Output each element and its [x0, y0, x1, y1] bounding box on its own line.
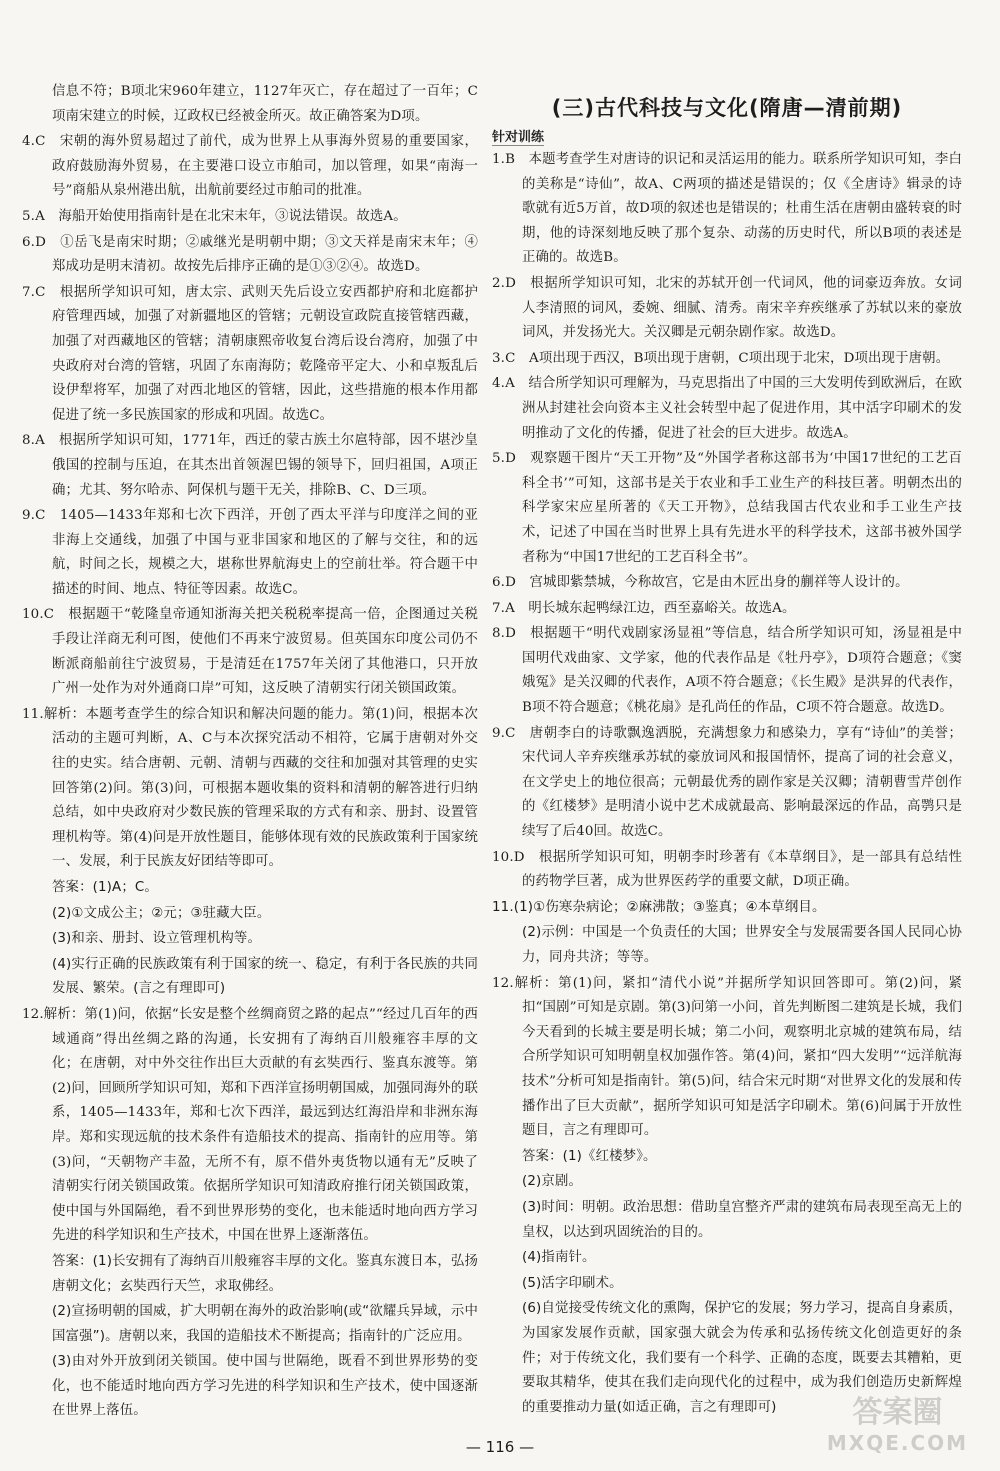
left-column: [22, 80, 478, 1425]
right-column: [492, 84, 962, 1421]
answer-paragraph: 答案：(1)《红楼梦》。: [522, 1148, 657, 1164]
answer-paragraph: 3.C A项出现于西汉，B项出现于唐朝，C项出现于北宋，D项出现于唐朝。: [492, 350, 950, 366]
answer-paragraph: 5.D 观察题干图片“天工开物”及“外国学者称这部书为‘中国17世纪的工艺百科全书’”可知，这部书是关于农业和手工业生产的科技巨著。明朝杰出的科学家宋应星所著的《天工开物》，总结我国古代农业和手工业生产技术，记述了中国在当时世界上具有先进水平的科学技术，这部书被外国学者称为“中国17世纪的工艺百科全书”。: [492, 451, 962, 565]
answer-paragraph: (2)宣扬明朝的国威，扩大明朝在海外的政治影响(或“欲耀兵异域，示中国富强”)。唐朝以来，我国的造船技术不断提高；指南针的广泛应用。: [52, 1304, 478, 1344]
answer-paragraph: (2)京剧。: [522, 1174, 583, 1190]
answer-paragraph: 8.A 根据所学知识可知，1771年，西迁的蒙古族土尔扈特部，因不堪沙皇俄国的控制与压迫，在其杰出首领渥巴锡的领导下，回归祖国，A项正确；尤其、努尔哈赤、阿保机与题干无关，排除B、C、D三项。: [22, 433, 478, 498]
section-title: (三)古代科技与文化(隋唐—清前期): [551, 96, 903, 120]
answer-paragraph: 8.D 根据题干“明代戏剧家汤显祖”等信息，结合所学知识可知，汤显祖是中国明代戏曲家、文学家，他的代表作品是《牡丹亭》，D项符合题意；《窦娥冤》是关汉卿的代表作，A项不符合题意；《长生殿》是洪昇的代表作，B项不符合题意；《桃花扇》是孔尚任的作品，C项不符合题意。故选D。: [492, 626, 962, 716]
watermark-line1: 答案圈: [852, 1395, 943, 1430]
answer-paragraph: 信息不符；B项北宋960年建立，1127年灭亡，存在超过了一百年；C项南宋建立的时候，辽政权已经被金所灭。故正确答案为D项。: [52, 84, 478, 124]
answer-paragraph: (4)实行正确的民族政策有利于国家的统一、稳定，有利于各民族的共同发展、繁荣。(言之有理即可): [52, 956, 478, 997]
answer-paragraph: 7.A 明长城东起鸭绿江边，西至嘉峪关。故选A。: [492, 600, 796, 616]
answer-paragraph: (3)时间：明朝。政治思想：借助皇宫整齐严肃的建筑布局表现至高无上的皇权，以达到巩固统治的目的。: [522, 1199, 962, 1240]
answer-paragraph: (4)指南针。: [522, 1250, 596, 1266]
answer-paragraph: 6.D 宫城即紫禁城，今称故宫，它是由木匠出身的蒯祥等人设计的。: [492, 575, 909, 591]
answer-paragraph: 4.A 结合所学知识可理解为，马克思指出了中国的三大发明传到欧洲后，在欧洲从封建社会向资本主义社会转型中起了促进作用，其中活字印刷术的发明推动了文化的传播，促进了社会的巨大进步。故选A。: [492, 376, 962, 441]
answer-paragraph: 2.D 根据所学知识可知，北宋的苏轼开创一代词风，他的词豪迈奔放。女词人李清照的词风，委婉、细腻、清秀。南宋辛弃疾继承了苏轼以来的豪放词风，并发扬光大。关汉卿是元朝杂剧作家。故选D。: [492, 275, 962, 341]
answer-paragraph: 11.解析：本题考查学生的综合知识和解决问题的能力。第(1)问，根据本次活动的主题可判断，A、C与本次探究活动不相符，它属于唐朝对外交往的史实。结合唐朝、元朝、清朝与西藏的交往和加强对其管理的史实回答第(2)问。第(3)问，可根据本题收集的资料和清朝的解答进行归纳总结，如中央政府对少数民族的管理采取的方式有和亲、册封、设置管理机构等。第(4)问是开放性题目，能够体现有效的民族政策利于国家统一、发展，利于民族友好团结等即可。: [22, 706, 478, 870]
answer-paragraph: 12.解析：第(1)问，紧扣“清代小说”并据所学知识回答即可。第(2)问，紧扣“国剧”可知是京剧。第(3)问第一小问，首先判断图二建筑是长城，我们今天看到的长城主要是明长城；第二小问，观察明北京城的建筑布局，结合所学知识可知明朝皇权加强作答。第(4)问，紧扣“四大发明”“远洋航海技术”分析可知是指南针。第(5)问，结合宋元时期“对世界文化的发展和传播作出了巨大贡献”，据所学知识可知是活字印刷术。第(6)问属于开放性题目，言之有理即可。: [492, 975, 962, 1139]
answer-paragraph: (6)自觉接受传统文化的熏陶，保护它的发展；努力学习，提高自身素质，为国家发展作贡献，国家强大就会为传承和弘扬传统文化创造更好的条件；对于传统文化，我们要有一个科学、正确的态度，既要去其糟粕，更要取其精华，使其在我们走向现代化的过程中，成为我们创造历史新辉煌的重要推动力量(如适正确，言之有理即可): [522, 1301, 962, 1415]
answer-paragraph: 6.D ①岳飞是南宋时期；②戚继光是明朝中期；③文天祥是南宋末年；④郑成功是明末清初。故按先后排序正确的是①③②④。故选D。: [22, 234, 478, 275]
answer-paragraph: (2)①文成公主；②元；③驻藏大臣。: [52, 905, 271, 921]
answer-paragraph: 11.(1)①伤寒杂病论；②麻沸散；③鉴真；④本草纲目。: [492, 899, 826, 915]
page-number: — 116 —: [465, 1438, 535, 1456]
answer-paragraph: (3)和亲、册封、设立管理机构等。: [52, 931, 261, 947]
answer-paragraph: 5.A 海船开始使用指南针是在北宋末年，③说法错误。故选A。: [22, 208, 407, 224]
answer-paragraph: 7.C 根据所学知识可知，唐太宗、武则天先后设立安西都护府和北庭都护府管理西域，加强了对新疆地区的管辖；元朝设宣政院直接管辖西藏，加强了对西藏地区的管辖；清朝康熙帝收复台湾后设台湾府，加强了中央政府对台湾的管辖，巩固了东南海防；乾隆帝平定大、小和卓叛乱后设伊犁将军，加强了对西北地区的管辖，因此，这些措施的根本作用都促进了统一多民族国家的形成和巩固。故选C。: [22, 284, 478, 423]
watermark-logo: [800, 1395, 995, 1465]
answer-paragraph: 9.C 1405—1433年郑和七次下西洋，开创了西太平洋与印度洋之间的亚非海上交通线，加强了中国与亚非国家和地区的了解与交往，和的远航，时间之长，规模之大，堪称世界航海史上的空前壮举。符合题干中描述的时间、地点、特征等因素。故选C。: [22, 508, 478, 597]
answer-paragraph: 答案：(1)长安拥有了海纳百川般雍容丰厚的文化。鉴真东渡日本，弘扬唐朝文化；玄奘西行天竺，求取佛经。: [52, 1253, 478, 1294]
answer-paragraph: 4.C 宋朝的海外贸易超过了前代，成为世界上从事海外贸易的重要国家，政府鼓励海外贸易，在主要港口设立市舶司，加以管理，如果“南海一号”商船从泉州港出航，出航前要经过市舶司的批准。: [22, 134, 478, 199]
answer-paragraph: (3)由对外开放到闭关锁国。使中国与世隔绝，既看不到世界形势的变化，也不能适时地向西方学习先进的科学知识和生产技术，使中国逐渐在世界上落伍。: [52, 1354, 478, 1419]
answer-paragraph: 9.C 唐朝李白的诗歌飘逸洒脱，充满想象力和感染力，享有“诗仙”的美誉；宋代词人辛弃疾继承苏轼的豪放词风和报国情怀，提高了词的社会意义，在文学史上的地位很高；元朝最优秀的剧作家是关汉卿；清朝曹雪芹创作的《红楼梦》是明清小说中艺术成就最高、影响最深远的作品，高鹗只是续写了后40回。故选C。: [492, 725, 962, 840]
answer-paragraph: 10.C 根据题干“乾隆皇帝通知浙海关把关税税率提高一倍，企图通过关税手段让洋商无利可图，使他们不再来宁波贸易。但英国东印度公司仍不断派商船前往宁波贸易，于是清廷在1757年关闭了其他港口，只开放广州一处作为对外通商口岸”可知，这反映了清朝实行闭关锁国政策。: [22, 607, 478, 697]
answer-paragraph: (5)活字印刷术。: [522, 1275, 623, 1291]
answer-paragraph: 答案：(1)A；C。: [52, 880, 158, 895]
answer-paragraph: 1.B 本题考查学生对唐诗的识记和灵活运用的能力。联系所学知识可知，李白的美称是“诗仙”，故A、C两项的描述是错误的；仅《全唐诗》辑录的诗歌就有近5万首，故D项的叙述也是错误的；杜甫生活在唐朝由盛转衰的时期，他的诗深刻地反映了那个复杂、动荡的历史时代，所以B项的表述是正确的。故选B。: [492, 152, 962, 266]
answer-paragraph: 12.解析：第(1)问，依据“长安是整个丝绸商贸之路的起点”“经过几百年的西域通商”得出丝绸之路的沟通，长安拥有了海纳百川般雍容丰厚的文化；在唐朝，对中外交往作出巨大贡献的有玄奘西行、鉴真东渡等。第(2)问，回顾所学知识可知，郑和下西洋宣扬明朝国威，加强同海外的联系，1405—1433年，郑和七次下西洋，最远到达红海沿岸和非洲东海岸。郑和实现远航的技术条件有造船技术的提高、指南针的应用等。第(3)问，“天朝物产丰盈，无所不有，原不借外夷货物以通有无”反映了清朝实行闭关锁国政策。依据所学知识可知清政府推行闭关锁国政策，使中国与外国隔绝，看不到世界形势的变化，也未能适时地向西方学习先进的科学知识和生产技术，中国在世界上逐渐落伍。: [22, 1006, 478, 1244]
answer-paragraph: 10.D 根据所学知识可知，明朝李时珍著有《本草纲目》，是一部具有总结性的药物学巨著，成为世界医药学的重要文献，D项正确。: [492, 849, 962, 890]
watermark-line2: MXQE.COM: [826, 1431, 969, 1455]
answer-paragraph: (2)示例：中国是一个负责任的大国；世界安全与发展需要各国人民同心协力，同舟共济；等等。: [522, 925, 962, 965]
right-items: [492, 148, 962, 1420]
subheading: 针对训练: [492, 126, 544, 146]
